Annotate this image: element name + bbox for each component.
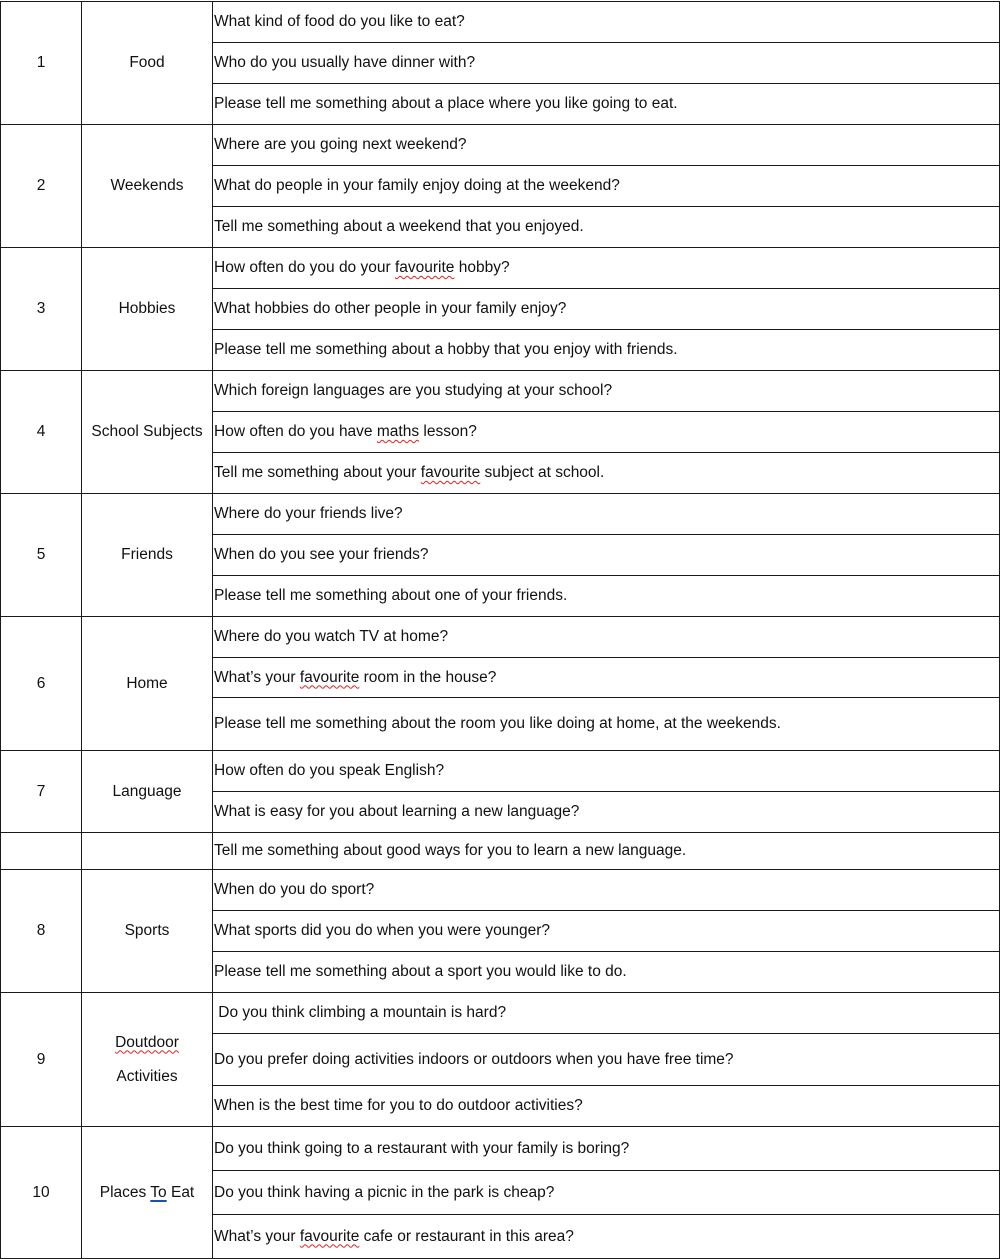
table-row: [1, 2, 1000, 43]
question-cell: What’s your favourite room in the house?: [213, 658, 1000, 698]
section-number: [1, 833, 82, 870]
table-row: [1, 993, 1000, 1034]
section-topic: [82, 993, 213, 1127]
question-cell: How often do you speak English?: [213, 751, 1000, 792]
question-cell: Do you think going to a restaurant with your family is boring?: [213, 1127, 1000, 1171]
question-cell: Please tell me something about a place where you like going to eat.: [213, 84, 1000, 125]
topic-link[interactable]: To: [150, 1183, 167, 1201]
question-cell: When do you do sport?: [213, 870, 1000, 911]
section-topic: Hobbies: [82, 248, 213, 371]
spellcheck-underline: maths: [376, 423, 420, 440]
question-cell: When is the best time for you to do outdoor activities?: [213, 1086, 1000, 1127]
section-topic: Weekends: [82, 125, 213, 248]
table-row: [1, 371, 1000, 412]
table-row: [1, 617, 1000, 658]
question-cell: What is easy for you about learning a new language?: [213, 792, 1000, 833]
question-cell: Tell me something about good ways for you to learn a new language.: [213, 833, 1000, 870]
section-topic: Language: [82, 751, 213, 833]
section-topic: Sports: [82, 870, 213, 993]
section-number: 5: [1, 494, 82, 617]
spellcheck-underline: favourite: [420, 464, 481, 481]
question-cell: What’s your favourite cafe or restaurant in this area?: [213, 1215, 1000, 1259]
question-cell: Do you prefer doing activities indoors or outdoors when you have free time?: [213, 1034, 1000, 1086]
table-row: [1, 494, 1000, 535]
section-topic: School Subjects: [82, 371, 213, 494]
section-number: 4: [1, 371, 82, 494]
section-topic: [82, 833, 213, 870]
section-topic: Friends: [82, 494, 213, 617]
section-number: 8: [1, 870, 82, 993]
question-cell: Where do you watch TV at home?: [213, 617, 1000, 658]
spellcheck-underline: favourite: [394, 259, 455, 276]
table-row: [1, 1127, 1000, 1171]
table-row: [1, 833, 1000, 870]
question-cell: Who do you usually have dinner with?: [213, 43, 1000, 84]
section-number: 1: [1, 2, 82, 125]
question-cell: Please tell me something about the room you like doing at home, at the weekends.: [213, 698, 1000, 751]
table-row: [1, 125, 1000, 166]
question-cell: Which foreign languages are you studying at your school?: [213, 371, 1000, 412]
question-cell: How often do you have maths lesson?: [213, 412, 1000, 453]
question-cell: Tell me something about your favourite subject at school.: [213, 453, 1000, 494]
spellcheck-underline: favourite: [299, 1227, 360, 1245]
question-cell: When do you see your friends?: [213, 535, 1000, 576]
question-cell: What kind of food do you like to eat?: [213, 2, 1000, 43]
questions-table: [0, 1, 1000, 1259]
section-topic: Places To Eat: [82, 1127, 213, 1259]
question-cell: Where do your friends live?: [213, 494, 1000, 535]
question-cell: Please tell me something about a sport you would like to do.: [213, 952, 1000, 993]
question-cell: Please tell me something about one of your friends.: [213, 576, 1000, 617]
topic-line-1: Doutdoor: [115, 1033, 179, 1051]
question-cell: Do you think climbing a mountain is hard?: [213, 993, 1000, 1034]
question-cell: What sports did you do when you were younger?: [213, 911, 1000, 952]
table-row: [1, 248, 1000, 289]
question-cell: Tell me something about a weekend that you enjoyed.: [213, 207, 1000, 248]
spellcheck-underline: favourite: [299, 668, 360, 686]
question-cell: How often do you do your favourite hobby?: [213, 248, 1000, 289]
section-topic: Food: [82, 2, 213, 125]
section-number: 2: [1, 125, 82, 248]
section-topic: Home: [82, 617, 213, 751]
topic-line-2: Activities: [116, 1067, 178, 1085]
section-number: 6: [1, 617, 82, 751]
question-cell: Where are you going next weekend?: [213, 125, 1000, 166]
question-cell: Do you think having a picnic in the park is cheap?: [213, 1171, 1000, 1215]
question-cell: What hobbies do other people in your family enjoy?: [213, 289, 1000, 330]
section-number: 7: [1, 751, 82, 833]
section-number: 9: [1, 993, 82, 1127]
table-row: [1, 870, 1000, 911]
section-number: 3: [1, 248, 82, 371]
question-cell: What do people in your family enjoy doing at the weekend?: [213, 166, 1000, 207]
section-number: 10: [1, 1127, 82, 1259]
question-cell: Please tell me something about a hobby that you enjoy with friends.: [213, 330, 1000, 371]
table-row: [1, 751, 1000, 792]
